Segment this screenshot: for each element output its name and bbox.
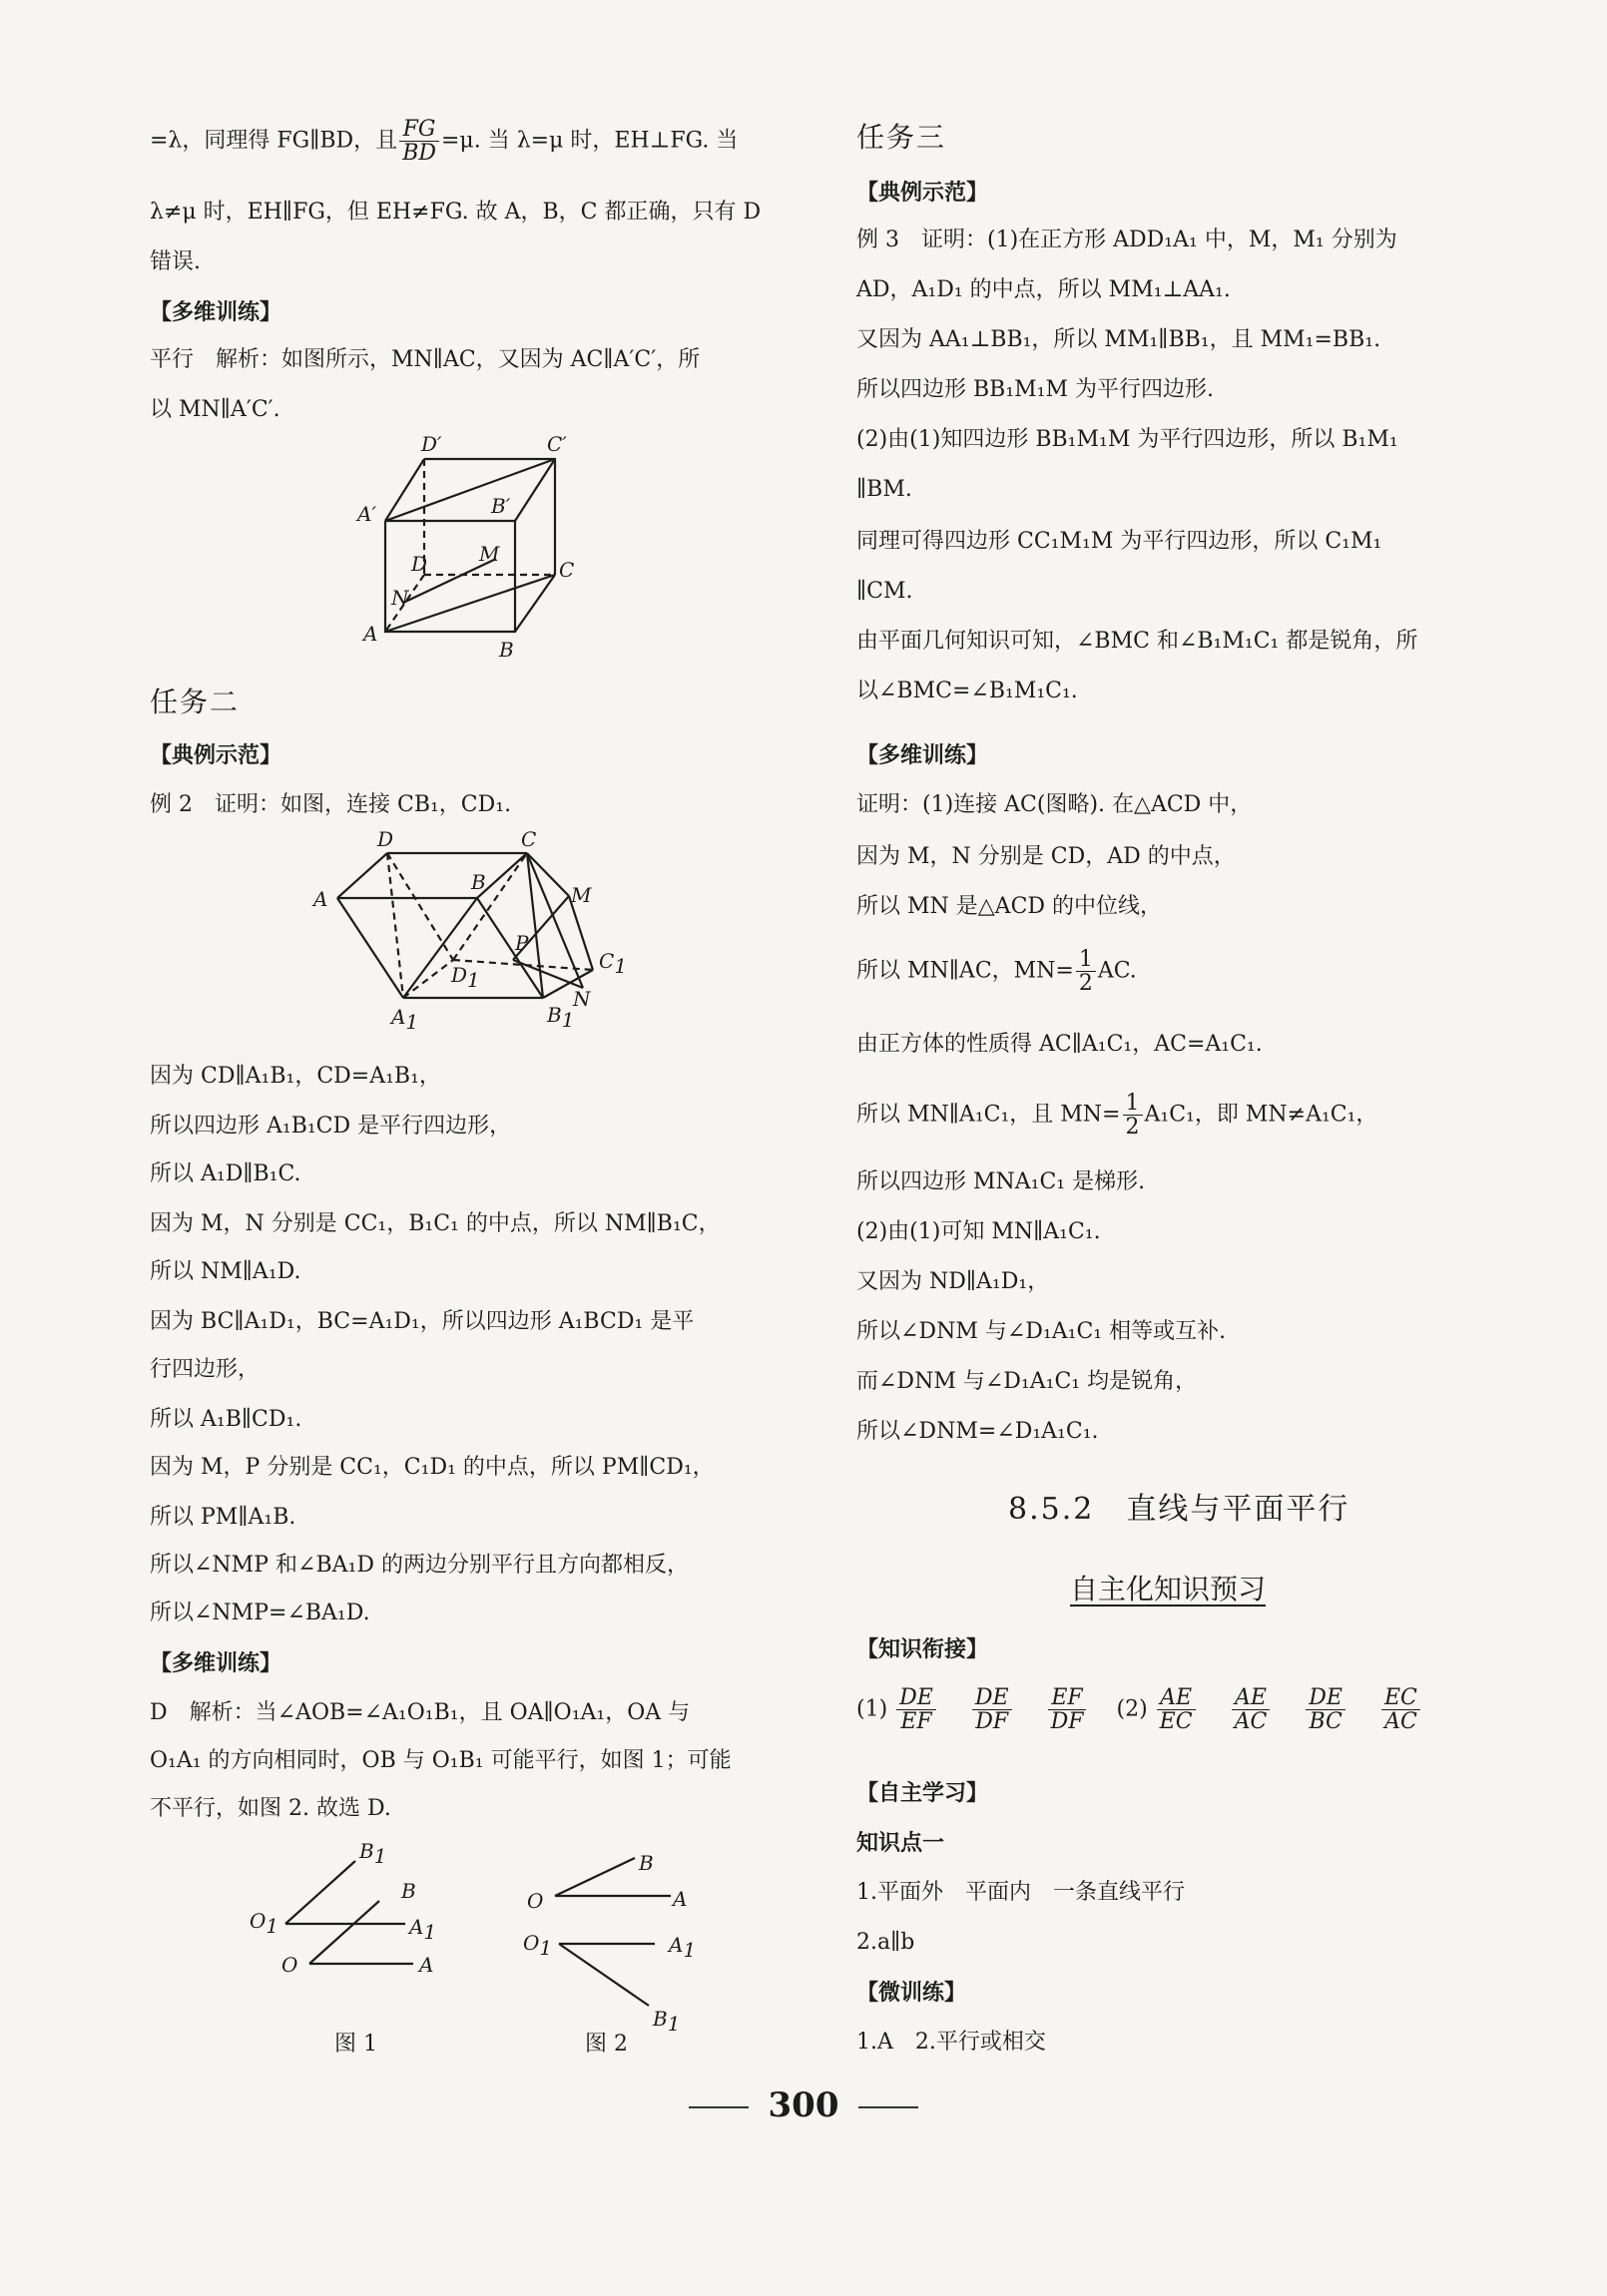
text-line: ∥CM. <box>856 579 913 604</box>
text-line: (2)由(1)知四边形 BB₁M₁M 为平行四边形，所以 B₁M₁ <box>856 427 1398 452</box>
fraction <box>1123 1092 1143 1139</box>
text-line: 以∠BMC=∠B₁M₁C₁. <box>856 679 1078 703</box>
label-letter: B <box>359 1839 374 1863</box>
section-heading: 【典例示范】 <box>856 180 989 206</box>
label-letter: A <box>409 1915 424 1939</box>
label-A1 <box>389 1005 418 1034</box>
text-part: =λ，同理得 FG∥BD，且 <box>150 128 398 154</box>
text-line: 由平面几何知识可知，∠BMC 和∠B₁M₁C₁ 都是锐角，所 <box>856 629 1418 654</box>
fraction <box>972 1686 1012 1733</box>
item-number: (2) <box>1116 1696 1148 1722</box>
fraction-denominator: DF <box>975 1709 1009 1735</box>
text-line: 同理可得四边形 CC₁M₁M 为平行四边形，所以 C₁M₁ <box>856 529 1382 554</box>
text-line: 证明：(1)连接 AC(图略). 在△ACD 中， <box>856 792 1253 817</box>
fraction-numerator: 1 <box>1076 948 1096 972</box>
label-M: M <box>571 883 592 907</box>
fraction-denominator: BD <box>402 141 436 167</box>
label-subscript: 1 <box>467 968 480 992</box>
label-B: B <box>401 1879 416 1903</box>
text-line: 1.A 2.平行或相交 <box>856 2030 1046 2055</box>
text-line: 所以 PM∥A₁B. <box>150 1505 296 1530</box>
text-line: 1.平面外 平面内 一条直线平行 <box>856 1880 1185 1905</box>
label-letter: D <box>451 963 468 987</box>
text-line: 所以四边形 BB₁M₁M 为平行四边形. <box>856 377 1215 402</box>
label-D: D <box>377 827 394 851</box>
footer-dash <box>858 2106 918 2108</box>
label-A: A <box>673 1887 688 1911</box>
figure-caption: 图 2 <box>585 2032 628 2057</box>
fraction-numerator: EC <box>1381 1686 1420 1710</box>
label-A: A <box>419 1953 434 1977</box>
text-line: AD，A₁D₁ 的中点，所以 MM₁⊥AA₁. <box>856 277 1231 302</box>
label-letter: O <box>250 1909 267 1933</box>
text-line: 因为 CD∥A₁B₁，CD=A₁B₁， <box>150 1064 441 1089</box>
text-line: D 解析：当∠AOB=∠A₁O₁B₁，且 OA∥O₁A₁，OA 与 <box>150 1700 691 1725</box>
text-line: 2.a∥b <box>856 1930 915 1955</box>
text-line: λ≠μ 时，EH∥FG，但 EH≠FG. 故 A，B，C 都正确，只有 D <box>150 200 762 225</box>
label-C1 <box>599 949 627 978</box>
label-B1 <box>652 2007 680 2036</box>
label-subscript: 1 <box>266 1914 279 1938</box>
text-line: 所以∠NMP=∠BA₁D. <box>150 1601 370 1625</box>
text-line: 因为 M，P 分别是 CC₁，C₁D₁ 的中点，所以 PM∥CD₁， <box>150 1455 715 1480</box>
fraction-numerator: 1 <box>1123 1092 1143 1116</box>
label-A1 <box>407 1915 436 1944</box>
label-B: B <box>471 870 486 894</box>
text-part: 所以 MN∥A₁C₁，且 MN= <box>856 1102 1121 1128</box>
fraction <box>1048 1686 1087 1733</box>
fraction-numerator: DE <box>1306 1686 1345 1710</box>
label-N: N <box>391 586 409 610</box>
fraction-numerator: AE <box>1232 1686 1271 1710</box>
text-line: 错误. <box>150 249 201 274</box>
text-line: 所以∠NMP 和∠BA₁D 的两边分别平行且方向都相反， <box>150 1553 689 1578</box>
fraction-denominator: EC <box>1159 1709 1193 1735</box>
figure-caption: 图 1 <box>334 2032 377 2057</box>
page-number: 300 <box>768 2085 839 2125</box>
label-B: B <box>499 638 514 662</box>
fraction <box>896 1686 936 1733</box>
label-subscript: 1 <box>561 1008 575 1032</box>
fraction-numerator: FG <box>399 118 439 142</box>
text-line: 因为 M，N 分别是 CD，AD 的中点， <box>856 844 1236 869</box>
task-title: 任务二 <box>150 688 241 718</box>
label-subscript: 1 <box>683 1938 697 1962</box>
section-heading: 【典例示范】 <box>150 742 282 768</box>
fraction-denominator: BC <box>1309 1709 1342 1735</box>
fraction-numerator: EF <box>1048 1686 1087 1710</box>
text-line: (2)由(1)可知 MN∥A₁C₁. <box>856 1219 1101 1244</box>
fraction-denominator: 2 <box>1125 1115 1140 1141</box>
text-line: 所以∠DNM=∠D₁A₁C₁. <box>856 1419 1099 1444</box>
text-line: 所以 MN 是△ACD 的中位线， <box>856 894 1163 919</box>
fraction-list <box>856 1686 1422 1733</box>
fraction-numerator: DE <box>972 1686 1012 1710</box>
label-P: P <box>515 931 529 955</box>
label-A: A <box>363 622 378 646</box>
label-subscript: 1 <box>667 2012 681 2036</box>
text-line: 因为 BC∥A₁D₁，BC=A₁D₁，所以四边形 A₁BCD₁ 是平 <box>150 1309 695 1334</box>
text-line: 而∠DNM 与∠D₁A₁C₁ 均是锐角， <box>856 1369 1198 1394</box>
label-B-prime: B′ <box>491 494 511 518</box>
label-O1 <box>523 1931 552 1960</box>
label-letter: B <box>653 2007 668 2031</box>
label-letter: B <box>547 1003 562 1027</box>
section-heading: 【多维训练】 <box>150 299 282 325</box>
text-part: AC. <box>1097 958 1137 984</box>
task-title: 任务三 <box>856 123 947 154</box>
label-C-prime: C′ <box>547 432 567 456</box>
text-line: 所以 A₁D∥B₁C. <box>150 1161 301 1186</box>
text-part: 所以 MN∥AC，MN= <box>856 958 1074 984</box>
label-A-prime: A′ <box>357 502 376 526</box>
text-line: ∥BM. <box>856 477 912 502</box>
label-B: B <box>639 1851 654 1875</box>
text-part: A₁C₁，即 MN≠A₁C₁， <box>1144 1102 1378 1128</box>
fraction <box>399 118 439 165</box>
text-line: 以 MN∥A′C′. <box>150 397 280 422</box>
label-O: O <box>527 1889 544 1913</box>
label-D1 <box>450 963 480 992</box>
fraction <box>1381 1686 1420 1733</box>
text-line: 又因为 AA₁⊥BB₁，所以 MM₁∥BB₁，且 MM₁=BB₁. <box>856 327 1381 352</box>
label-D: D <box>411 552 428 576</box>
page-footer <box>0 2085 1607 2125</box>
label-O: O <box>281 1953 298 1977</box>
fraction <box>1157 1686 1196 1733</box>
footer-dash <box>689 2106 749 2108</box>
text-line: 由正方体的性质得 AC∥A₁C₁，AC=A₁C₁. <box>856 1032 1263 1057</box>
section-heading: 【多维训练】 <box>856 742 989 768</box>
text-line: O₁A₁ 的方向相同时，OB 与 O₁B₁ 可能平行，如图 1；可能 <box>150 1748 732 1773</box>
text-line: 行四边形， <box>150 1357 261 1382</box>
fraction <box>1232 1686 1271 1733</box>
label-A1 <box>667 1933 696 1962</box>
text-part: =μ. 当 λ=μ 时，EH⊥FG. 当 <box>441 128 739 154</box>
label-letter: O <box>523 1931 540 1955</box>
section-heading: 【自主学习】 <box>856 1780 989 1806</box>
label-N: N <box>573 987 591 1011</box>
text-line: 例 3 证明：(1)在正方形 ADD₁A₁ 中，M，M₁ 分别为 <box>856 228 1397 252</box>
text-line: 因为 M，N 分别是 CC₁，B₁C₁ 的中点，所以 NM∥B₁C， <box>150 1211 721 1236</box>
subsection-title: 自主化知识预习 <box>1070 1573 1267 1606</box>
fraction-denominator: DF <box>1050 1709 1084 1735</box>
text-line <box>856 1092 1377 1139</box>
fraction-denominator: AC <box>1384 1709 1417 1735</box>
knowledge-point-title: 知识点一 <box>856 1830 945 1856</box>
label-subscript: 1 <box>423 1920 437 1944</box>
label-C: C <box>559 558 575 582</box>
section-heading: 【微训练】 <box>856 1980 967 2006</box>
section-title: 8.5.2 直线与平面平行 <box>1008 1492 1350 1527</box>
label-subscript: 1 <box>405 1010 419 1034</box>
label-B1 <box>358 1839 386 1868</box>
label-letter: A <box>669 1933 684 1957</box>
fraction-numerator: DE <box>896 1686 936 1710</box>
text-line: 所以∠DNM 与∠D₁A₁C₁ 相等或互补. <box>856 1319 1227 1344</box>
fraction <box>1306 1686 1345 1733</box>
label-O1 <box>250 1909 278 1938</box>
label-subscript: 1 <box>373 1844 387 1868</box>
fraction-denominator: EF <box>900 1709 932 1735</box>
label-M: M <box>479 542 500 566</box>
text-line: 平行 解析：如图所示，MN∥AC，又因为 AC∥A′C′，所 <box>150 347 701 372</box>
label-A: A <box>313 887 328 911</box>
text-line: 所以四边形 MNA₁C₁ 是梯形. <box>856 1169 1146 1194</box>
text-line: 所以 A₁B∥CD₁. <box>150 1407 302 1432</box>
label-subscript: 1 <box>539 1936 553 1960</box>
label-B1 <box>546 1003 574 1032</box>
text-line: 例 2 证明：如图，连接 CB₁，CD₁. <box>150 792 512 817</box>
label-letter: A <box>391 1005 406 1029</box>
fraction <box>1076 948 1096 995</box>
text-line: 不平行，如图 2. 故选 D. <box>150 1796 391 1821</box>
section-heading: 【知识衔接】 <box>856 1636 989 1662</box>
text-line: 所以四边形 A₁B₁CD 是平行四边形， <box>150 1114 512 1139</box>
text-line: 所以 NM∥A₁D. <box>150 1259 301 1284</box>
section-heading: 【多维训练】 <box>150 1650 282 1676</box>
text-line: 又因为 ND∥A₁D₁， <box>856 1269 1050 1294</box>
text-line <box>150 118 738 165</box>
fraction-denominator: AC <box>1234 1709 1268 1735</box>
fraction-numerator: AE <box>1157 1686 1196 1710</box>
label-D-prime: D′ <box>421 432 442 456</box>
label-subscript: 1 <box>614 954 628 978</box>
fraction-denominator: 2 <box>1078 971 1093 997</box>
text-line <box>856 948 1137 995</box>
label-letter: C <box>599 949 615 973</box>
label-C: C <box>521 827 537 851</box>
item-number: (1) <box>856 1696 888 1722</box>
